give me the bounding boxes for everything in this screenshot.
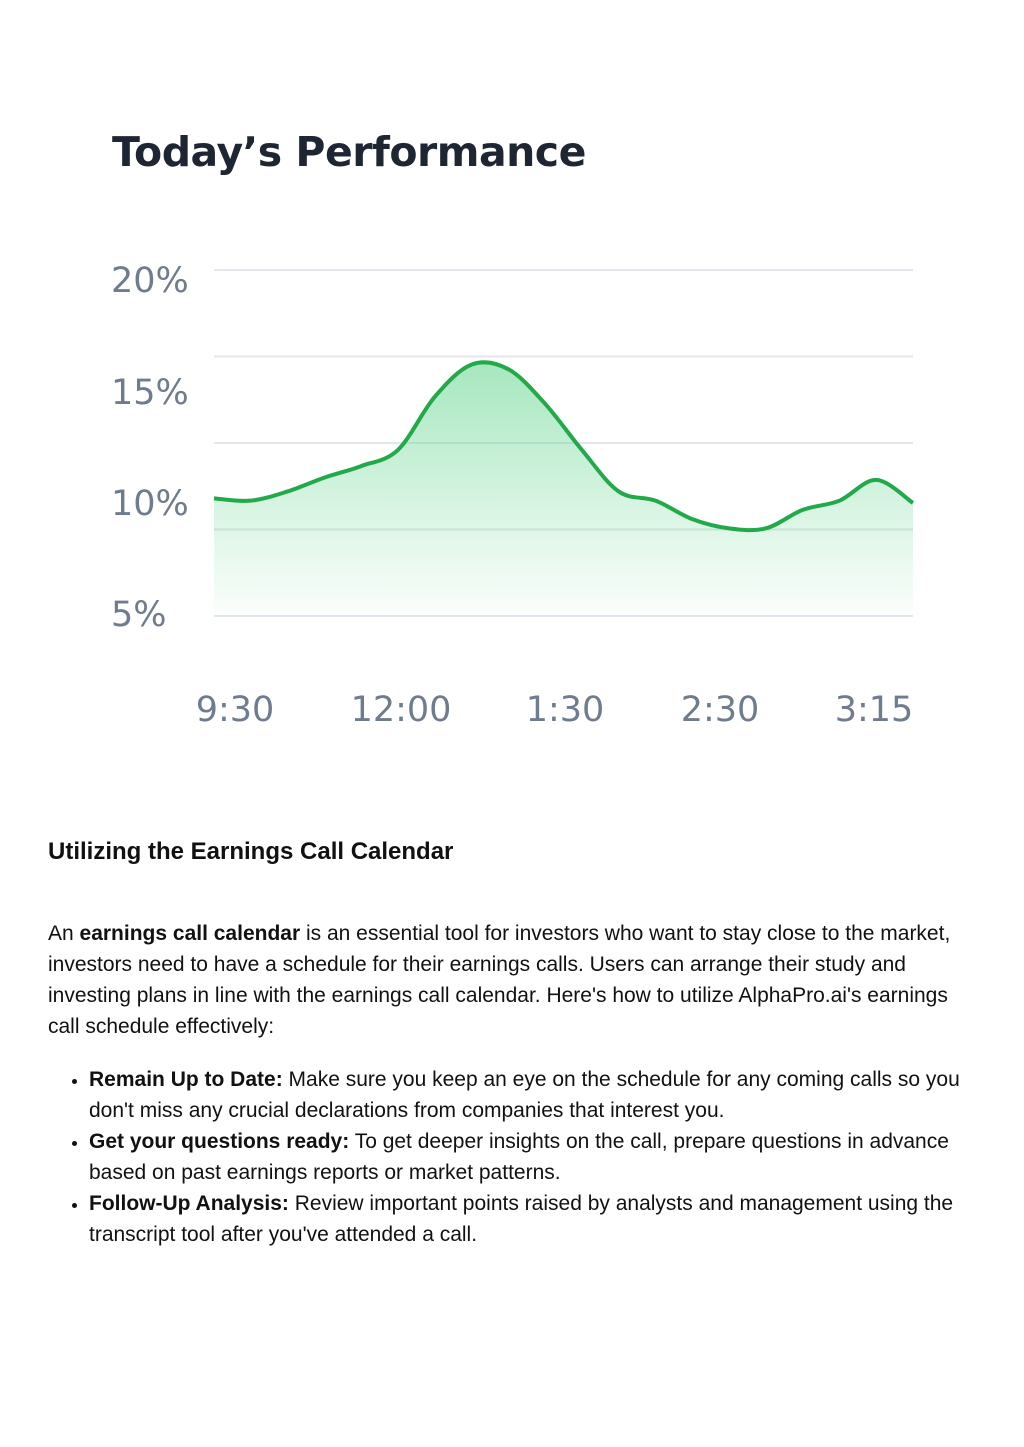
list-item-title: Remain Up to Date: [89,1068,283,1091]
article-intro [48,918,973,1042]
tips-list [48,1064,973,1250]
article-heading: Utilizing the Earnings Call Calendar [48,838,454,865]
list-item-title: Get your questions ready: [89,1130,350,1153]
x-tick-label: 2:30 [680,690,760,730]
performance-area-fill [214,362,913,616]
intro-prefix: An [48,922,80,945]
x-tick-label: 9:30 [195,690,275,730]
intro-rest: is an essential tool for investors who want to stay close to the market, investors need to have a schedule for their earnings calls. Users can arrange their study and investing plans in line with the earnings call calendar. Here's how to utilize AlphaPro.ai's earnings call schedule effectively: [48,922,951,1038]
x-tick-label: 1:30 [525,690,605,730]
list-item [89,1064,973,1126]
intro-bold-term: earnings call calendar [79,922,301,945]
chart-title: Today’s Performance [112,128,586,176]
list-item-title: Follow-Up Analysis: [89,1192,289,1215]
list-item-text: To get deeper insights on the call, prepare questions in advance based on past earnings reports or market patterns. [89,1130,949,1184]
x-tick-label: 3:15 [834,690,914,730]
list-item [89,1188,973,1250]
list-item-text: Review important points raised by analysts and management using the transcript tool after you've attended a call. [89,1192,954,1246]
y-tick-label: 10% [111,484,189,524]
x-tick-label: 12:00 [350,690,452,730]
y-tick-label: 15% [111,373,189,413]
list-item-text: Make sure you keep an eye on the schedule for any coming calls so you don't miss any crucial declarations from companies that interest you. [89,1068,960,1122]
list-item [89,1126,973,1188]
y-tick-label: 5% [111,595,167,635]
article-section [48,838,973,1250]
y-tick-label: 20% [111,261,189,301]
